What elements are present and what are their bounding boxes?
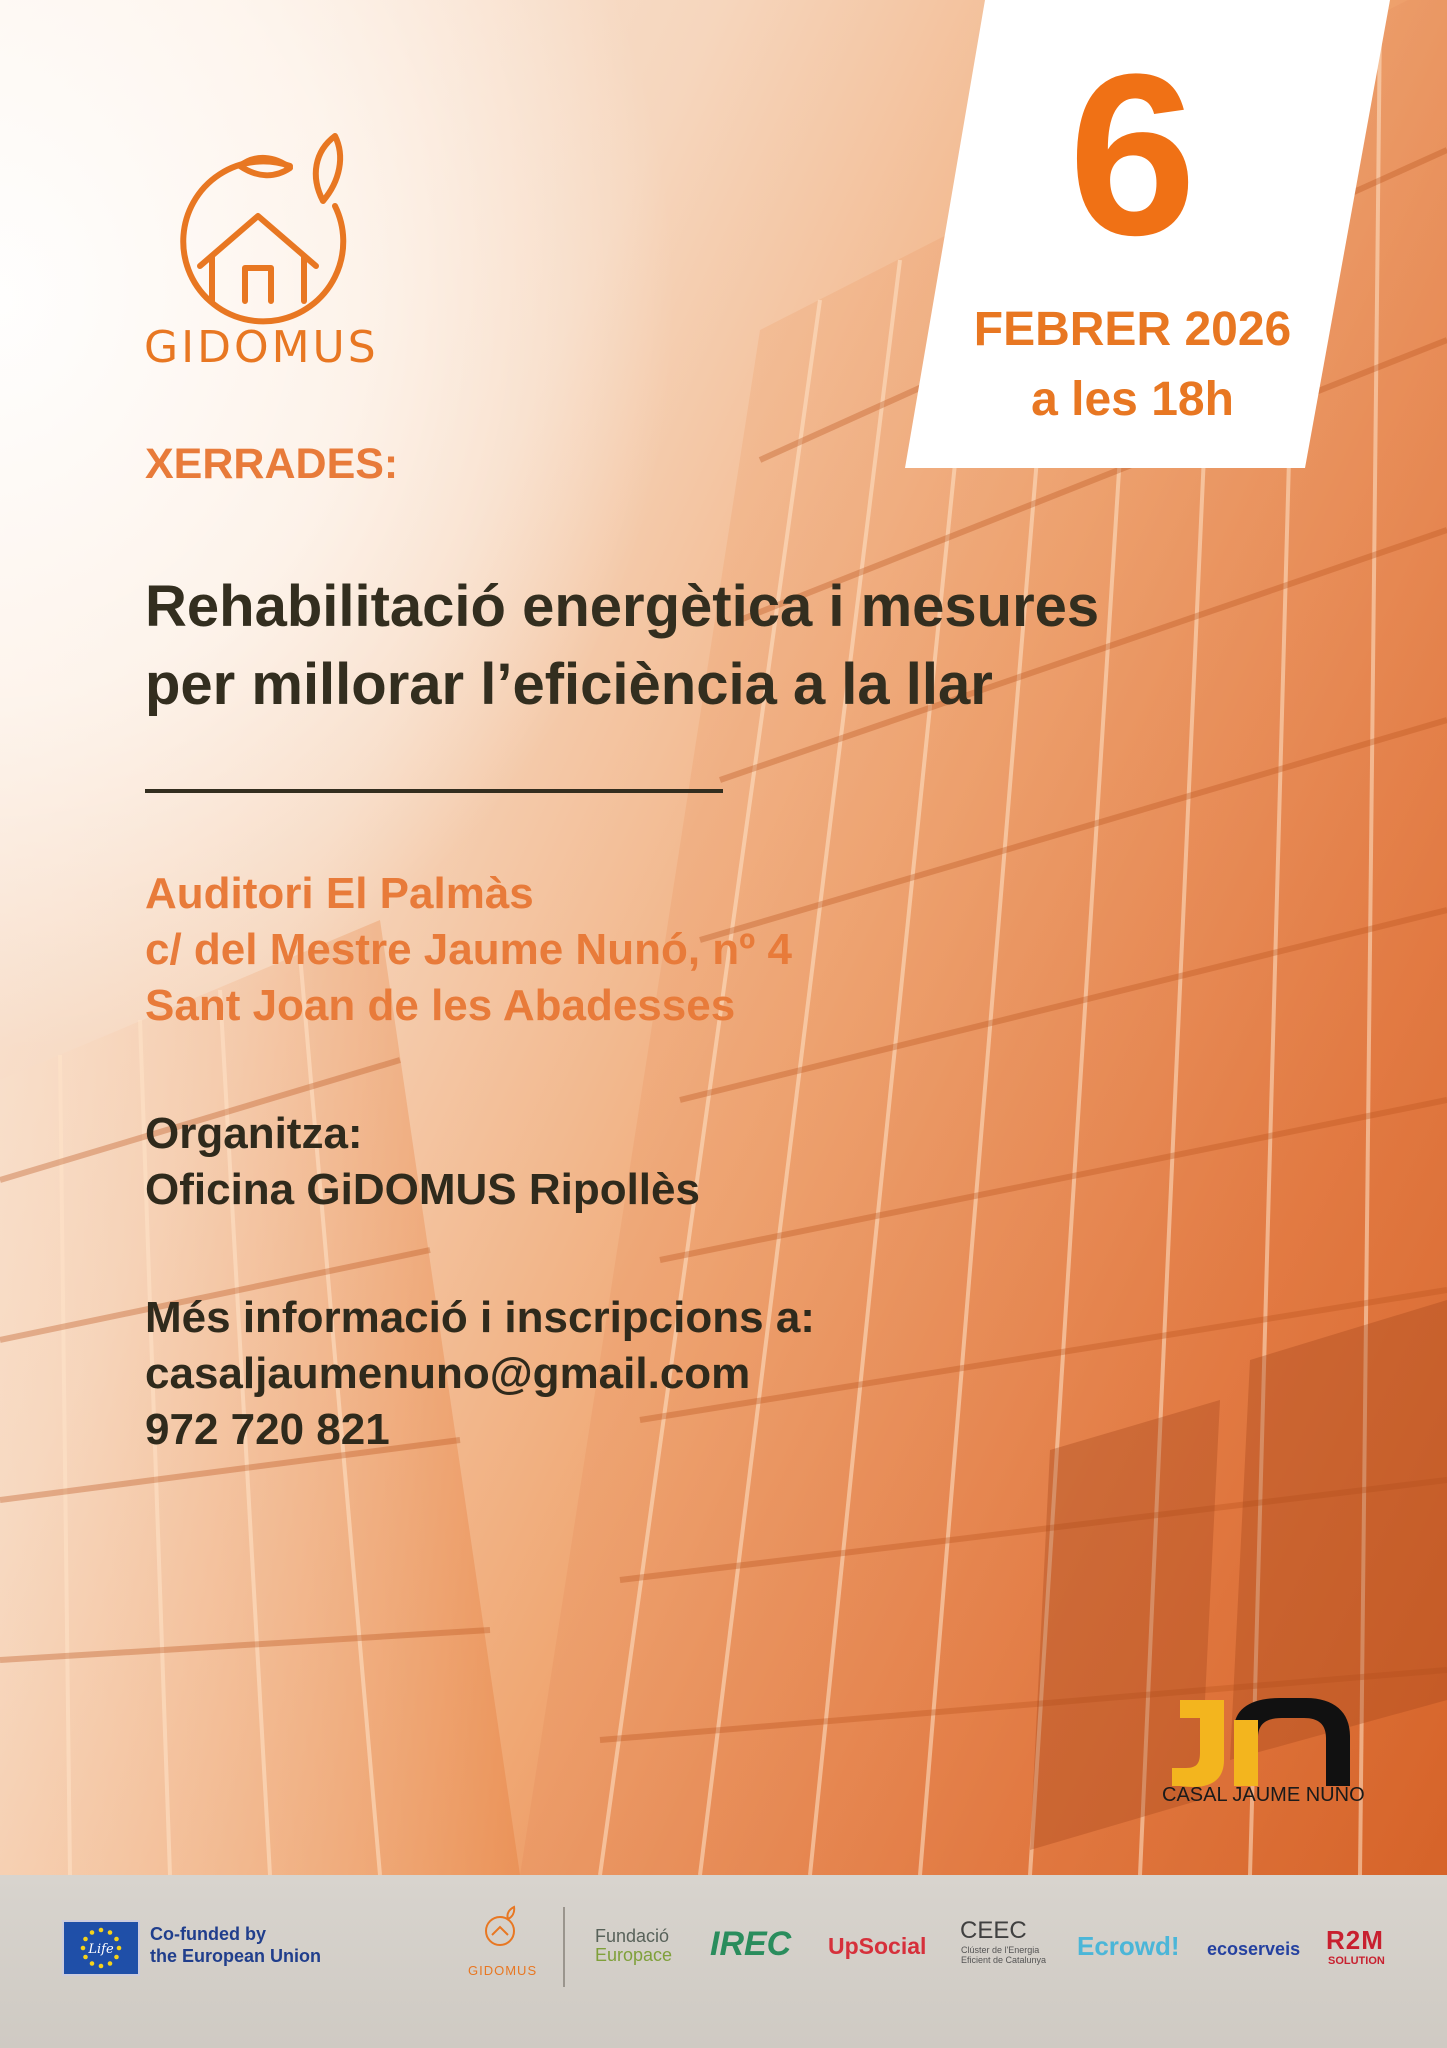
sponsor-gidomus: GIDOMUS (468, 1963, 538, 1978)
casal-jaume-nuno-name: CASAL JAUME NUNO (1162, 1784, 1365, 1806)
event-title (145, 568, 1345, 724)
sponsors-footer (0, 1875, 1447, 2048)
sponsor-ceec: CEEC (960, 1917, 1027, 1944)
date-month-year: FEBRER 2026 (973, 303, 1292, 356)
eu-cofunded-line-2: the European Union (150, 1946, 321, 1966)
event-title-line-1: Rehabilitació energètica i mesures (145, 574, 1100, 639)
organizer-label: Organitza: (145, 1109, 363, 1158)
footer-separator (563, 1907, 565, 1987)
date-card (905, 0, 1400, 468)
venue-address (145, 866, 792, 1034)
sponsor-ceec-subtitle (961, 1945, 1046, 1965)
sponsor-irec: IREC (710, 1925, 792, 1963)
event-title-line-2: per millorar l’eficiència a la llar (145, 652, 993, 717)
venue-street: c/ del Mestre Jaume Nunó, nº 4 (145, 925, 792, 974)
contact-email[interactable]: casaljaumenuno@gmail.com (145, 1349, 751, 1398)
divider (145, 789, 723, 793)
sponsor-r2m: R2M (1326, 1925, 1384, 1955)
contact-phone[interactable]: 972 720 821 (145, 1405, 390, 1454)
sponsor-ceec-sub-1: Clúster de l'Energia (961, 1945, 1040, 1955)
life-programme-label: Life (88, 1942, 114, 1957)
gidomus-wordmark: GIDOMUS (144, 322, 379, 373)
organizer-name: Oficina GiDOMUS Ripollès (145, 1165, 700, 1214)
sponsor-ecrowd: Ecrowd! (1077, 1931, 1180, 1961)
event-type-label: XERRADES: (145, 440, 399, 488)
sponsor-europace-line-1: Fundació (595, 1926, 670, 1946)
venue-town: Sant Joan de les Abadesses (145, 981, 736, 1030)
sponsor-upsocial: UpSocial (828, 1933, 927, 1959)
contact-block (145, 1290, 815, 1458)
sponsor-ecoserveis: ecoserveis (1207, 1939, 1301, 1959)
organizer-block (145, 1106, 700, 1218)
date-time: a les 18h (1031, 373, 1234, 426)
sponsor-europace-line-2: Europace (595, 1945, 673, 1965)
eu-cofunded-text (150, 1923, 370, 1967)
eu-cofunded-line-1: Co-funded by (150, 1924, 266, 1944)
date-day: 6 (1068, 26, 1197, 283)
sponsor-r2m-solution: SOLUTION (1328, 1955, 1385, 1967)
eu-flag-icon (62, 1920, 140, 1976)
sponsor-fundacio-europace (595, 1927, 672, 1965)
venue-name: Auditori El Palmàs (145, 869, 534, 918)
contact-label: Més informació i inscripcions a: (145, 1293, 815, 1342)
gidomus-small-logo-icon (478, 1905, 522, 1949)
sponsor-ceec-sub-2: Eficient de Catalunya (961, 1955, 1047, 1965)
